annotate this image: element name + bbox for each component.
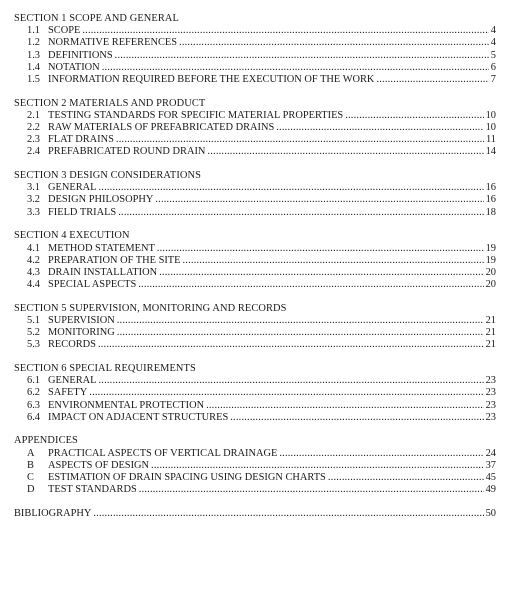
entry-label: NORMATIVE REFERENCES (48, 37, 178, 49)
toc-section-2 (14, 98, 496, 159)
entry-page: 23 (485, 411, 496, 423)
entry-number: 2.4 (27, 146, 40, 158)
entry-number: 2.2 (27, 122, 40, 133)
toc-entry[interactable] (14, 267, 496, 279)
toc-entry[interactable] (14, 50, 496, 62)
table-of-contents (14, 13, 496, 520)
entry-page: 4 (490, 37, 496, 49)
entry-number: 4.3 (27, 266, 40, 278)
entry-label: ESTIMATION OF DRAIN SPACING USING DESIGN CHARTS (48, 472, 326, 483)
toc-entry[interactable] (14, 375, 496, 387)
entry-page: 14 (485, 146, 496, 158)
entry-number: D (27, 484, 35, 496)
toc-entry[interactable] (14, 74, 496, 86)
dot-leader (116, 134, 484, 146)
toc-entry[interactable] (14, 484, 496, 496)
entry-number: 4.1 (27, 242, 40, 254)
entry-number: 1.2 (27, 37, 40, 49)
entry-page: 19 (485, 242, 496, 254)
entry-number: 3.3 (27, 206, 40, 218)
section-title: SECTION 6 SPECIAL REQUIREMENTS (14, 363, 196, 374)
entry-page: 21 (485, 314, 496, 326)
entry-label: MONITORING (48, 327, 115, 339)
entry-number: C (27, 472, 34, 483)
dot-leader (117, 315, 484, 327)
toc-entry[interactable] (14, 460, 496, 472)
dot-leader (138, 279, 483, 291)
entry-page: 4 (490, 25, 496, 37)
entry-label: PREFABRICATED ROUND DRAIN (48, 146, 206, 158)
entry-page: 20 (485, 266, 496, 278)
entry-number: 2.1 (27, 109, 40, 121)
section-title: SECTION 3 DESIGN CONSIDERATIONS (14, 170, 201, 182)
entry-page: 10 (485, 109, 496, 121)
toc-section-5 (14, 303, 496, 352)
entry-page: 37 (485, 459, 496, 471)
toc-bibliography[interactable] (14, 508, 496, 520)
entry-number: 5.3 (27, 339, 40, 351)
entry-label: GENERAL (48, 182, 97, 194)
entry-label: DRAIN INSTALLATION (48, 266, 158, 278)
entry-number: B (27, 459, 34, 471)
entry-number: 1.3 (27, 49, 40, 61)
toc-entry[interactable] (14, 134, 496, 146)
section-title: SECTION 1 SCOPE AND GENERAL (14, 13, 179, 24)
entry-label: IMPACT ON ADJACENT STRUCTURES (48, 411, 229, 423)
dot-leader (155, 194, 483, 206)
dot-leader (98, 182, 483, 194)
dot-leader (159, 267, 483, 279)
entry-page: 24 (485, 447, 496, 459)
entry-label: SAFETY (48, 387, 88, 399)
dot-leader (230, 412, 483, 424)
entry-number: 4.2 (27, 254, 40, 266)
toc-entry[interactable] (14, 182, 496, 194)
toc-section-4 (14, 230, 496, 291)
toc-entry[interactable] (14, 37, 496, 49)
entry-page: 50 (485, 507, 496, 519)
entry-number: 2.3 (27, 134, 40, 146)
toc-entry[interactable] (14, 315, 496, 327)
toc-section-3 (14, 170, 496, 219)
entry-page: 23 (485, 375, 496, 387)
entry-number: 5.1 (27, 314, 40, 326)
toc-entry[interactable] (14, 255, 496, 267)
dot-leader (376, 74, 488, 86)
toc-entry[interactable] (14, 448, 496, 460)
entry-label: NOTATION (48, 61, 100, 73)
entry-page: 23 (485, 399, 496, 411)
entry-page: 16 (485, 182, 496, 194)
entry-number: 6.4 (27, 411, 40, 423)
entry-page: 7 (490, 73, 496, 85)
dot-leader (276, 122, 483, 134)
entry-page: 10 (485, 122, 496, 133)
toc-entry[interactable] (14, 207, 496, 219)
entry-number: 6.2 (27, 387, 40, 399)
dot-leader (98, 375, 483, 387)
entry-label: DEFINITIONS (48, 49, 113, 61)
entry-number: 6.3 (27, 399, 40, 411)
entry-label: FIELD TRIALS (48, 206, 117, 218)
toc-entry[interactable] (14, 122, 496, 134)
toc-entry[interactable] (14, 25, 496, 37)
entry-label: ENVIRONMENTAL PROTECTION (48, 399, 205, 411)
entry-page: 16 (485, 194, 496, 206)
dot-leader (345, 110, 483, 122)
toc-entry[interactable] (14, 194, 496, 206)
entry-label: SPECIAL ASPECTS (48, 279, 137, 291)
entry-label: RECORDS (48, 339, 96, 351)
dot-leader (179, 37, 489, 49)
dot-leader (157, 243, 484, 255)
entry-label: BIBLIOGRAPHY (14, 507, 92, 519)
entry-page: 21 (485, 327, 496, 339)
entry-number: 3.2 (27, 194, 40, 206)
dot-leader (117, 327, 484, 339)
entry-label: SCOPE (48, 25, 81, 37)
section-title: APPENDICES (14, 435, 78, 447)
dot-leader (98, 339, 484, 351)
dot-leader (183, 255, 484, 267)
entry-page: 11 (485, 134, 496, 146)
entry-page: 45 (485, 472, 496, 483)
entry-label: TESTING STANDARDS FOR SPECIFIC MATERIAL PROPERTIES (48, 109, 344, 121)
entry-label: INFORMATION REQUIRED BEFORE THE EXECUTION OF THE WORK (48, 73, 375, 85)
dot-leader (139, 484, 484, 496)
entry-label: PREPARATION OF THE SITE (48, 254, 181, 266)
dot-leader (102, 62, 489, 74)
entry-number: 4.4 (27, 279, 40, 291)
entry-label: SUPERVISION (48, 314, 115, 326)
entry-page: 6 (490, 61, 496, 73)
toc-entry[interactable] (14, 279, 496, 291)
toc-entry[interactable] (14, 110, 496, 122)
toc-entry[interactable] (14, 412, 496, 424)
entry-page: 21 (485, 339, 496, 351)
entry-label: RAW MATERIALS OF PREFABRICATED DRAINS (48, 122, 275, 133)
entry-page: 19 (485, 254, 496, 266)
dot-leader (82, 25, 488, 37)
toc-entry[interactable] (14, 243, 496, 255)
toc-section-6 (14, 363, 496, 424)
section-title: SECTION 4 EXECUTION (14, 230, 130, 242)
toc-entry[interactable] (14, 146, 496, 158)
entry-number: 5.2 (27, 327, 40, 339)
entry-page: 18 (485, 206, 496, 218)
toc-entry[interactable] (14, 339, 496, 351)
entry-label: GENERAL (48, 375, 97, 387)
dot-leader (279, 448, 483, 460)
dot-leader (207, 146, 483, 158)
dot-leader (206, 400, 484, 412)
entry-number: 1.4 (27, 61, 40, 73)
entry-label: ASPECTS OF DESIGN (48, 459, 150, 471)
entry-page: 23 (485, 387, 496, 399)
entry-label: METHOD STATEMENT (48, 242, 155, 254)
toc-entry[interactable] (14, 400, 496, 412)
entry-number: 1.5 (27, 73, 40, 85)
dot-leader (118, 207, 483, 219)
entry-page: 5 (490, 49, 496, 61)
entry-label: PRACTICAL ASPECTS OF VERTICAL DRAINAGE (48, 447, 278, 459)
dot-leader (93, 508, 483, 520)
toc-entry[interactable] (14, 472, 496, 484)
toc-appendices (14, 435, 496, 496)
entry-label: TEST STANDARDS (48, 484, 137, 496)
entry-number: 1.1 (27, 25, 40, 37)
entry-number: 3.1 (27, 182, 40, 194)
entry-label: FLAT DRAINS (48, 134, 114, 146)
dot-leader (151, 460, 484, 472)
toc-entry[interactable] (14, 62, 496, 74)
dot-leader (115, 50, 489, 62)
section-title: SECTION 2 MATERIALS AND PRODUCT (14, 97, 206, 109)
entry-label: DESIGN PHILOSOPHY (48, 194, 154, 206)
dot-leader (89, 387, 483, 399)
entry-number: A (27, 447, 35, 459)
entry-page: 20 (485, 279, 496, 291)
entry-page: 49 (485, 484, 496, 496)
dot-leader (328, 472, 484, 484)
toc-section-1 (14, 13, 496, 86)
entry-number: 6.1 (27, 375, 40, 387)
toc-entry[interactable] (14, 327, 496, 339)
toc-entry[interactable] (14, 387, 496, 399)
section-title: SECTION 5 SUPERVISION, MONITORING AND RECORDS (14, 302, 287, 314)
